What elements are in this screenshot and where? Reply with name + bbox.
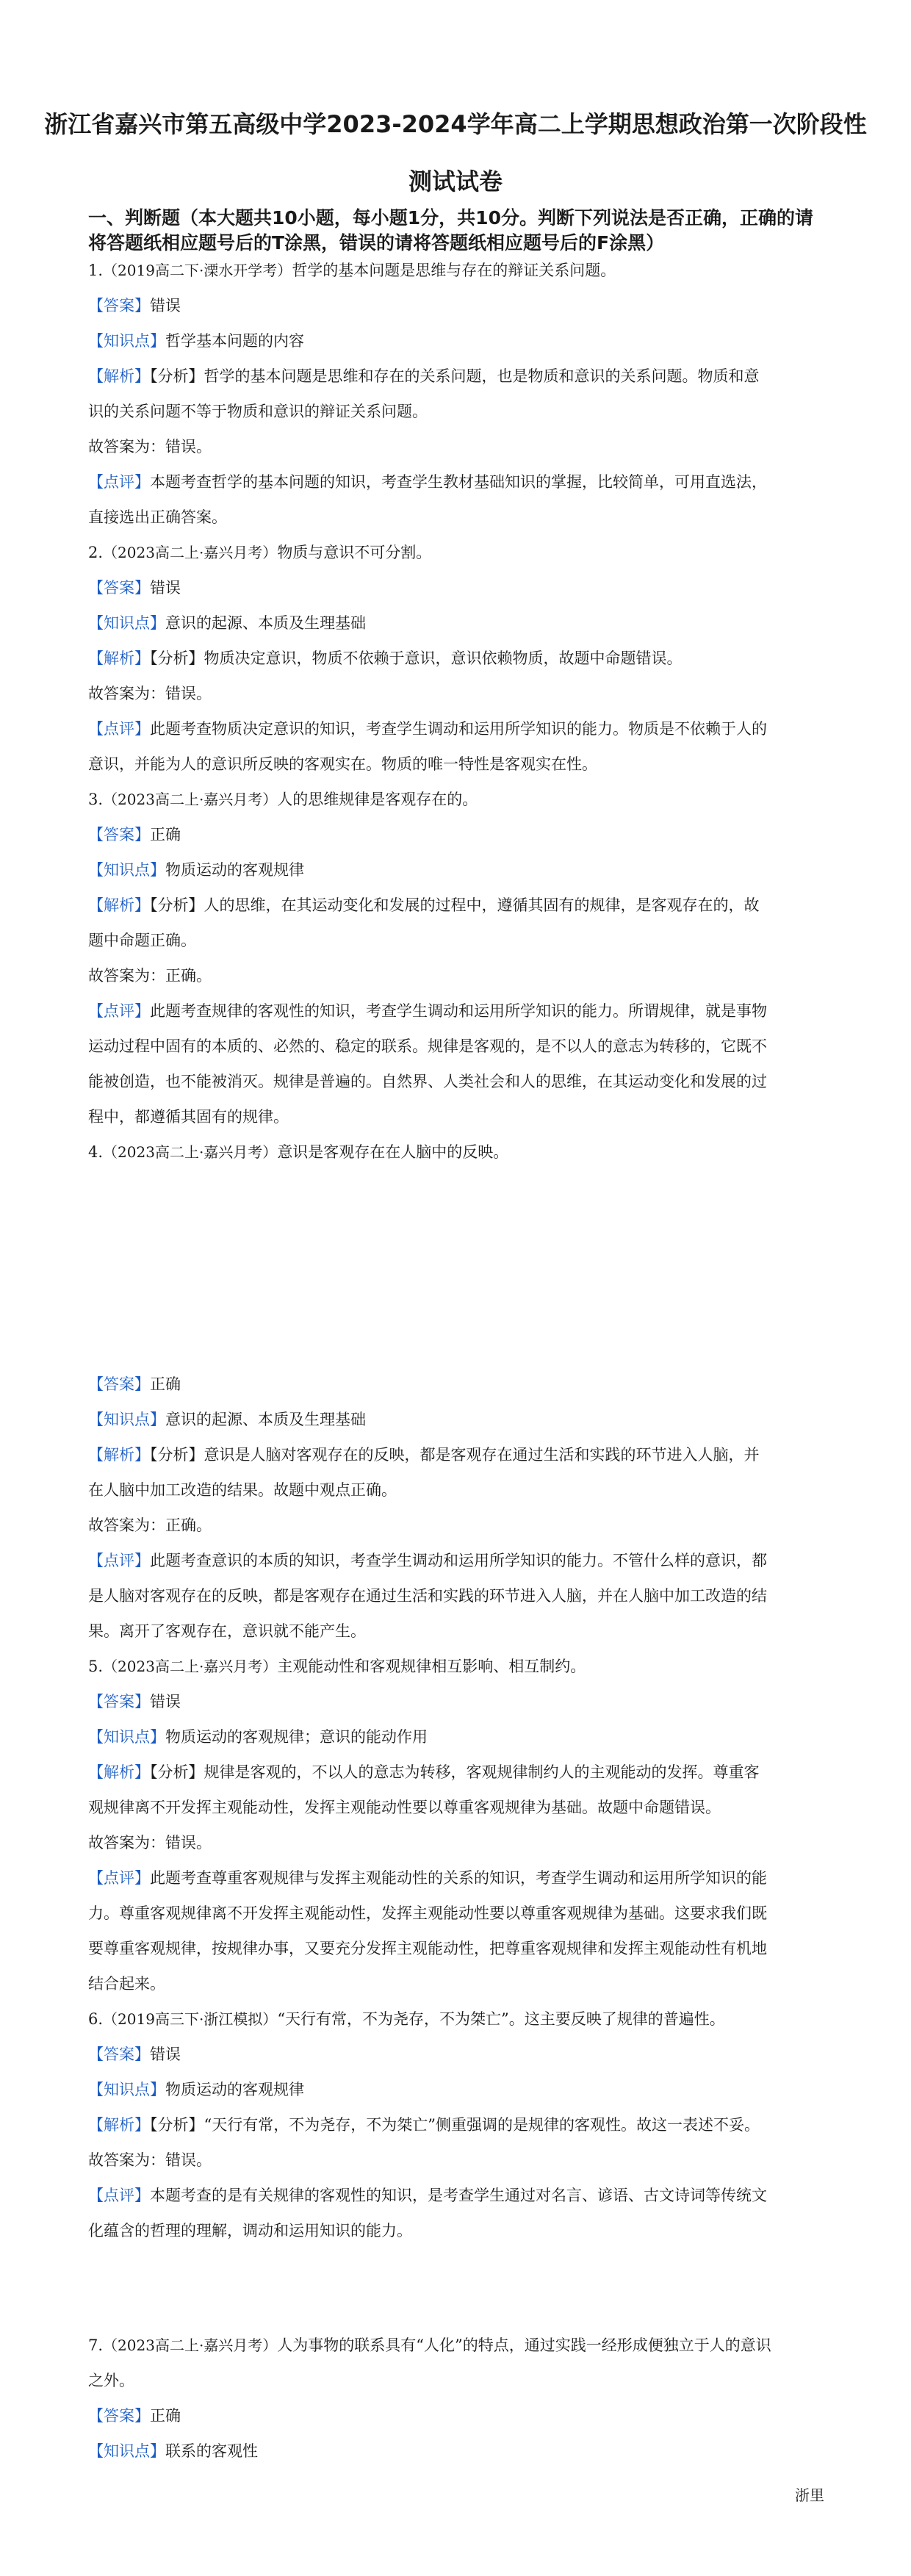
page-footer: 浙里 [795,2486,824,2504]
knowledge-line: 【知识点】联系的客观性 [88,2442,258,2460]
knowledge-line: 【知识点】哲学基本问题的内容 [88,332,304,350]
comment-continuation: 果。离开了客观存在，意识就不能产生。 [88,1622,366,1640]
document-title-line2: 测试试卷 [408,168,503,195]
answer-line: 【答案】正确 [88,826,181,843]
analysis-line: 【解析】【分析】哲学的基本问题是思维和存在的关系问题，也是物质和意识的关系问题。物质和意 [88,367,760,385]
comment-line: 【点评】此题考查尊重客观规律与发挥主观能动性的关系的知识，考查学生调动和运用所学知识的能 [88,1869,767,1887]
comment-continuation: 直接选出正确答案。 [88,508,227,526]
conclusion-line: 故答案为：错误。 [88,1834,212,1852]
analysis-line: 【解析】【分析】意识是人脑对客观存在的反映，都是客观存在通过生活和实践的环节进入人脑，并 [88,1446,760,1464]
comment-line: 【点评】本题考查的是有关规律的客观性的知识，是考查学生通过对名言、谚语、古文诗词等传统文 [88,2187,767,2204]
comment-continuation: 是人脑对客观存在的反映，都是客观存在通过生活和实践的环节进入人脑，并在人脑中加工改造的结 [88,1587,767,1605]
comment-continuation: 意识，并能为人的意识所反映的客观实在。物质的唯一特性是客观实在性。 [88,755,597,773]
question-stem: 2.（2023高二上·嘉兴月考）物质与意识不可分割。 [88,544,432,561]
comment-continuation: 结合起来。 [88,1975,165,1993]
question-stem: 1.（2019高二下·溧水开学考）哲学的基本问题是思维与存在的辩证关系问题。 [88,262,616,279]
question-stem: 5.（2023高二上·嘉兴月考）主观能动性和客观规律相互影响、相互制约。 [88,1658,586,1675]
analysis-continuation: 题中命题正确。 [88,932,196,949]
comment-line: 【点评】本题考查哲学的基本问题的知识，考查学生教材基础知识的掌握，比较简单，可用直选法， [88,473,767,491]
section-heading-line2: 将答题纸相应题号后的T涂黑，错误的请将答题纸相应题号后的F涂黑） [88,232,665,253]
analysis-continuation: 在人脑中加工改造的结果。故题中观点正确。 [88,1481,397,1499]
question-stem: 6.（2019高三下·浙江模拟）“天行有常，不为尧存，不为桀亡”。这主要反映了规律的普遍性。 [88,2010,725,2028]
knowledge-line: 【知识点】物质运动的客观规律；意识的能动作用 [88,1728,428,1746]
analysis-line: 【解析】【分析】人的思维，在其运动变化和发展的过程中，遵循其固有的规律，是客观存在的，故 [88,896,760,914]
conclusion-line: 故答案为：错误。 [88,438,212,456]
comment-continuation: 能被创造，也不能被消灭。规律是普遍的。自然界、人类社会和人的思维，在其运动变化和发展的过 [88,1073,767,1090]
conclusion-line: 故答案为：正确。 [88,1517,212,1534]
knowledge-line: 【知识点】意识的起源、本质及生理基础 [88,614,366,632]
analysis-line: 【解析】【分析】规律是客观的，不以人的意志为转移，客观规律制约人的主观能动的发挥。尊重客 [88,1763,760,1781]
answer-line: 【答案】错误 [88,579,181,597]
comment-continuation: 化蕴含的哲理的理解，调动和运用知识的能力。 [88,2222,412,2239]
analysis-line: 【解析】【分析】“天行有常，不为尧存，不为桀亡”侧重强调的是规律的客观性。故这一表述不妥。 [88,2116,760,2134]
question-stem: 7.（2023高二上·嘉兴月考）人为事物的联系具有“人化”的特点，通过实践一经形成便独立于人的意识 [88,2336,771,2354]
question-stem-continuation: 之外。 [88,2372,134,2389]
conclusion-line: 故答案为：错误。 [88,685,212,702]
comment-line: 【点评】此题考查物质决定意识的知识，考查学生调动和运用所学知识的能力。物质是不依赖于人的 [88,720,767,738]
conclusion-line: 故答案为：正确。 [88,967,212,985]
document-title-line1: 浙江省嘉兴市第五高级中学2023-2024学年高二上学期思想政治第一次阶段性 [44,110,867,138]
question-stem: 3.（2023高二上·嘉兴月考）人的思维规律是客观存在的。 [88,791,478,808]
section-heading-line1: 一、判断题（本大题共10小题，每小题1分，共10分。判断下列说法是否正确，正确的请 [88,207,813,229]
conclusion-line: 故答案为：错误。 [88,2151,212,2169]
analysis-line: 【解析】【分析】物质决定意识，物质不依赖于意识，意识依赖物质，故题中命题错误。 [88,650,683,667]
answer-line: 【答案】正确 [88,2407,181,2425]
comment-line: 【点评】此题考查意识的本质的知识，考查学生调动和运用所学知识的能力。不管什么样的意识，都 [88,1552,767,1569]
answer-line: 【答案】正确 [88,1375,181,1393]
analysis-continuation: 识的关系问题不等于物质和意识的辩证关系问题。 [88,403,428,420]
comment-continuation: 运动过程中固有的本质的、必然的、稳定的联系。规律是客观的，是不以人的意志为转移的，它既不 [88,1037,767,1055]
comment-line: 【点评】此题考查规律的客观性的知识，考查学生调动和运用所学知识的能力。所谓规律，就是事物 [88,1002,767,1020]
answer-line: 【答案】错误 [88,1693,181,1710]
comment-continuation: 力。尊重客观规律离不开发挥主观能动性，发挥主观能动性要以尊重客观规律为基础。这要求我们既 [88,1904,767,1922]
question-stem: 4.（2023高二上·嘉兴月考）意识是客观存在在人脑中的反映。 [88,1143,509,1161]
comment-continuation: 程中，都遵循其固有的规律。 [88,1108,289,1126]
answer-line: 【答案】错误 [88,2046,181,2063]
analysis-continuation: 观规律离不开发挥主观能动性，发挥主观能动性要以尊重客观规律为基础。故题中命题错误。 [88,1799,721,1816]
knowledge-line: 【知识点】物质运动的客观规律 [88,2081,304,2098]
knowledge-line: 【知识点】意识的起源、本质及生理基础 [88,1411,366,1428]
knowledge-line: 【知识点】物质运动的客观规律 [88,861,304,879]
comment-continuation: 要尊重客观规律，按规律办事，又要充分发挥主观能动性，把尊重客观规律和发挥主观能动性有机地 [88,1940,767,1957]
answer-line: 【答案】错误 [88,297,181,314]
